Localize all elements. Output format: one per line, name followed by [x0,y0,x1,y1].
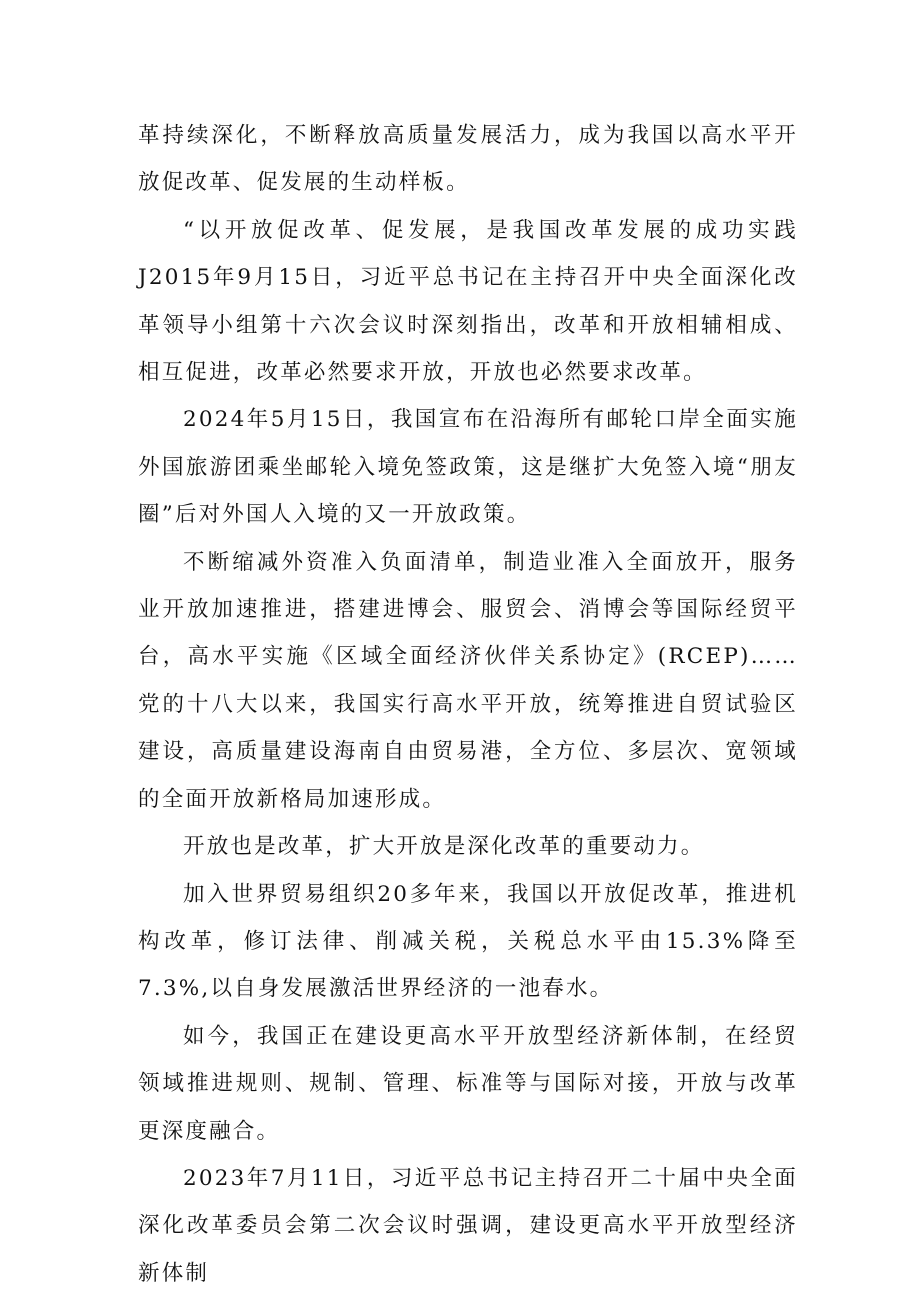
paragraph-reform-opening-quote: “以开放促改革、促发展，是我国改革发展的成功实践J2015年9月15日，习近平总书记在主持召开中央全面深化改革领导小组第十六次会议时深刻指出，改革和开放相辅相成、相互促进，改革必然要求开放，开放也必然要求改革。 [138,217,798,386]
paragraph-wto-accession: 加入世界贸易组织20多年来，我国以开放促改革，推进机构改革，修订法律、削减关税，关税总水平由15.3%降至7.3%,以自身发展激活世界经济的一池春水。 [138,881,798,1002]
paragraph-2023-meeting: 2023年7月11日，习近平总书记主持召开二十届中央全面深化改革委员会第二次会议时强调，建设更高水平开放型经济新体制 [138,1165,798,1286]
paragraph-continuation: 革持续深化，不断释放高质量发展活力，成为我国以高水平开放促改革、促发展的生动样板。 [138,123,798,196]
paragraph-cruise-visa-policy: 2024年5月15日，我国宣布在沿海所有邮轮口岸全面实施外国旅游团乘坐邮轮入境免签政策，这是继扩大免签入境“朋友圈”后对外国人入境的又一开放政策。 [138,407,798,528]
paragraph-opening-is-reform: 开放也是改革，扩大开放是深化改革的重要动力。 [183,834,705,860]
paragraph-new-economic-system: 如今，我国正在建设更高水平开放型经济新体制，在经贸领域推进规则、规制、管理、标准等与国际对接，开放与改革更深度融合。 [138,1023,798,1144]
paragraph-foreign-investment: 不断缩减外资准入负面清单，制造业准入全面放开，服务业开放加速推进，搭建进博会、服贸会、消博会等国际经贸平台，高水平实施《区域全面经济伙伴关系协定》(RCEP)……党的十八大以来，我国实行高水平开放，统筹推进自贸试验区建设，高质量建设海南自由贸易港，全方位、多层次、宽领域的全面开放新格局加速形成。 [138,549,798,812]
document-body [138,112,798,1297]
